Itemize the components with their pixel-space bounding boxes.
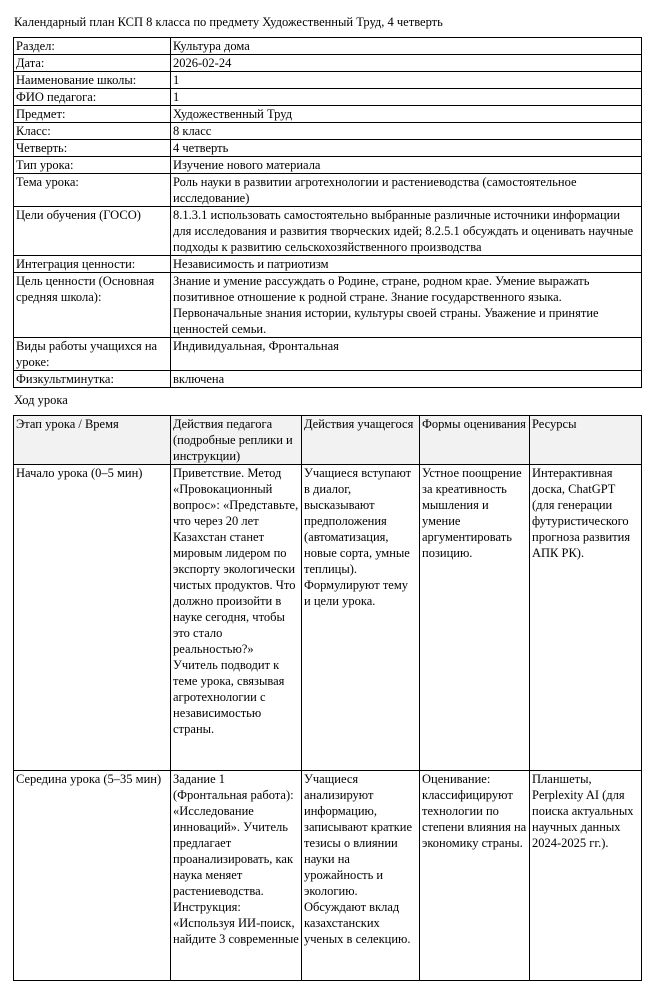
info-row (14, 140, 642, 157)
info-row (14, 174, 642, 207)
info-row (14, 38, 642, 55)
info-row (14, 55, 642, 72)
info-value: Изучение нового материала (171, 157, 642, 174)
info-row (14, 256, 642, 273)
info-row (14, 371, 642, 388)
info-value: 1 (171, 72, 642, 89)
info-label: Цели обучения (ГОСО) (14, 207, 171, 256)
info-label: Раздел: (14, 38, 171, 55)
stage-cell: Начало урока (0–5 мин) (14, 465, 171, 771)
info-value: 8.1.3.1 использовать самостоятельно выбранные различные источники информации для исследования и развития творческих идей; 8.2.5.1 обсуждать и оценивать научные подходы к развитию сельскохозяйственного производства (171, 207, 642, 256)
student-actions-cell: Учащиеся вступают в диалог, высказывают предположения (автоматизация, новые сорта, умные теплицы). Формулируют тему и цели урока. (302, 465, 420, 771)
stage-cell: Середина урока (5–35 мин) (14, 771, 171, 981)
assessment-cell: Оценивание: классифицируют технологии по степени влияния на экономику страны. (420, 771, 530, 981)
info-value: 8 класс (171, 123, 642, 140)
column-header-student: Действия учащегося (302, 416, 420, 465)
resources-cell: Интерактивная доска, ChatGPT (для генерации футуристического прогноза развития АПК РК). (530, 465, 642, 771)
column-header-stage: Этап урока / Время (14, 416, 171, 465)
info-label: Наименование школы: (14, 72, 171, 89)
teacher-actions-cell: Приветствие. Метод «Провокационный вопрос»: «Представьте, что через 20 лет Казахстан станет мировым лидером по экспорту экологически чистых продуктов. Что должно произойти в науке сегодня, чтобы это стало реальностью?» Учитель подводит к теме урока, связывая агротехнологии с независимостью страны. (171, 465, 302, 771)
info-row (14, 72, 642, 89)
info-value: Художественный Труд (171, 106, 642, 123)
document-title: Календарный план КСП 8 класса по предмету Художественный Труд, 4 четверть (14, 15, 443, 29)
resources-cell: Планшеты, Perplexity AI (для поиска актуальных научных данных 2024-2025 гг.). (530, 771, 642, 981)
info-value: Индивидуальная, Фронтальная (171, 338, 642, 371)
column-header-teacher: Действия педагога (подробные реплики и инструкции) (171, 416, 302, 465)
info-row (14, 123, 642, 140)
info-row (14, 273, 642, 338)
info-value: Независимость и патриотизм (171, 256, 642, 273)
info-row (14, 89, 642, 106)
info-label: Тип урока: (14, 157, 171, 174)
info-label: Дата: (14, 55, 171, 72)
info-row (14, 106, 642, 123)
info-row (14, 157, 642, 174)
info-value: Культура дома (171, 38, 642, 55)
info-value: Роль науки в развитии агротехнологии и растениеводства (самостоятельное исследование) (171, 174, 642, 207)
info-label: Тема урока: (14, 174, 171, 207)
info-label: Виды работы учащихся на уроке: (14, 338, 171, 371)
info-label: Цель ценности (Основная средняя школа): (14, 273, 171, 338)
info-row (14, 338, 642, 371)
column-header-assessment: Формы оценивания (420, 416, 530, 465)
info-value: включена (171, 371, 642, 388)
lesson-flow-heading: Ход урока (14, 393, 68, 407)
lesson-row (14, 465, 642, 771)
lesson-info-table (13, 37, 642, 388)
teacher-actions-cell: Задание 1 (Фронтальная работа): «Исследование инноваций». Учитель предлагает проанализировать, как наука меняет растениеводства. Инструкция: «Используя ИИ-поиск, найдите 3 современные (171, 771, 302, 981)
info-label: Четверть: (14, 140, 171, 157)
lesson-row (14, 771, 642, 981)
info-value: 1 (171, 89, 642, 106)
lesson-flow-table (13, 415, 642, 981)
assessment-cell: Устное поощрение за креативность мышления и умение аргументировать позицию. (420, 465, 530, 771)
info-label: Класс: (14, 123, 171, 140)
info-label: Физкультминутка: (14, 371, 171, 388)
column-header-resources: Ресурсы (530, 416, 642, 465)
info-value: Знание и умение рассуждать о Родине, стране, родном крае. Умение выражать позитивное отношение к родной стране. Знание государственного языка. Первоначальные знания истории, культуры своей страны. Уважение и принятие ценностей семьи. (171, 273, 642, 338)
info-value: 4 четверть (171, 140, 642, 157)
student-actions-cell: Учащиеся анализируют информацию, записывают краткие тезисы о влиянии науки на урожайность и экологию. Обсуждают вклад казахстанских ученых в селекцию. (302, 771, 420, 981)
info-label: Предмет: (14, 106, 171, 123)
lesson-table-header (14, 416, 642, 465)
info-label: ФИО педагога: (14, 89, 171, 106)
info-label: Интеграция ценности: (14, 256, 171, 273)
info-row (14, 207, 642, 256)
info-value: 2026-02-24 (171, 55, 642, 72)
